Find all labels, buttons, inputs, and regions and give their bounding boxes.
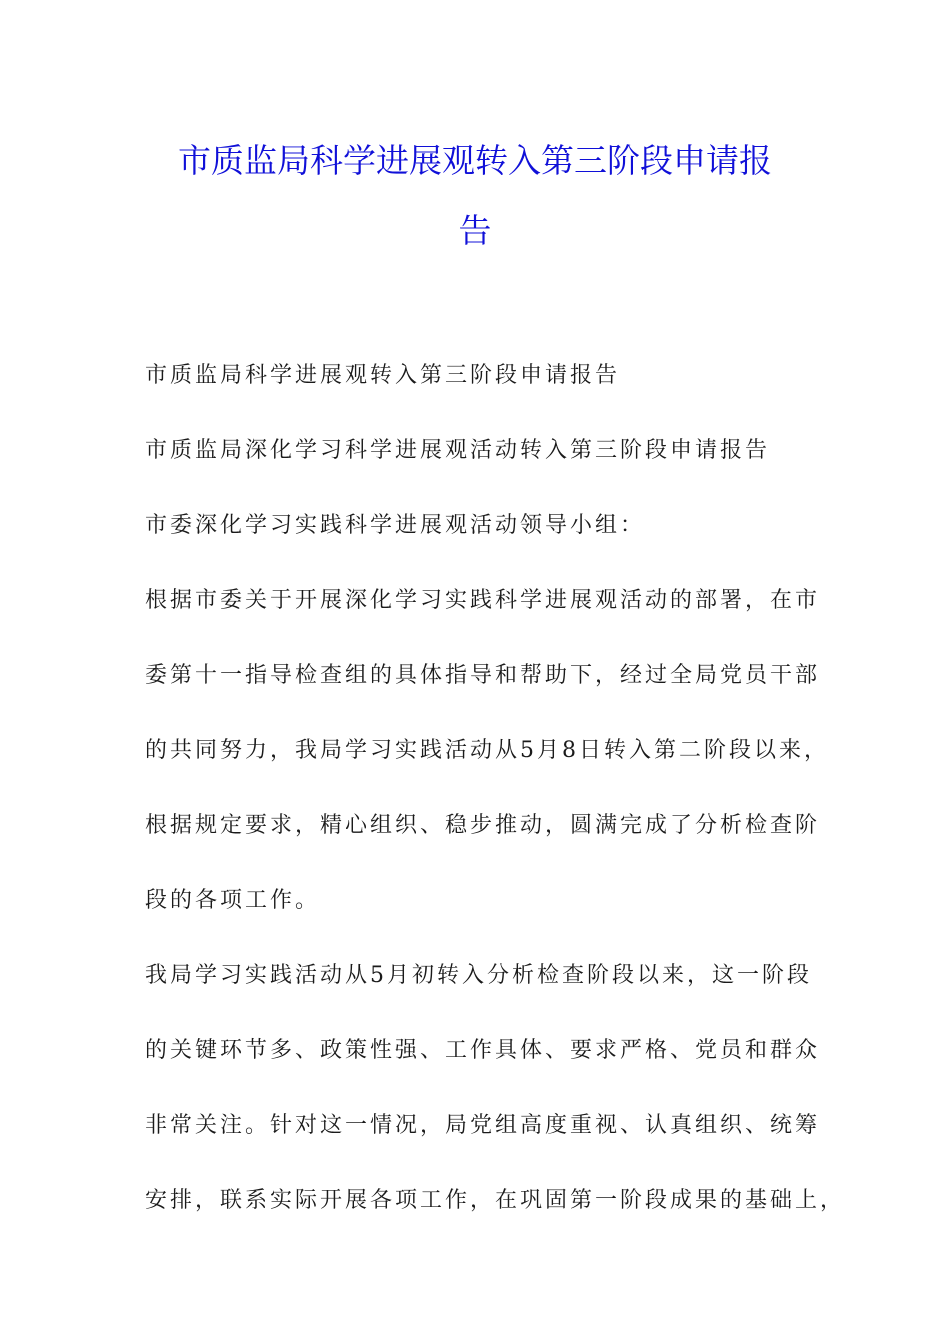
body-line-6: 的共同努力，我局学习实践活动从5月8日转入第二阶段以来， (145, 738, 829, 763)
body-line-12: 安排，联系实际开展各项工作，在巩固第一阶段成果的基础上， (145, 1188, 846, 1213)
body-line-9: 我局学习实践活动从5月初转入分析检查阶段以来，这一阶段 (145, 963, 812, 988)
body-line-4: 根据市委关于开展深化学习实践科学进展观活动的部署，在市 (145, 588, 821, 613)
document-title-line-1: 市质监局科学进展观转入第三阶段申请报 (178, 141, 772, 180)
body-line-11: 非常关注。针对这一情况，局党组高度重视、认真组织、统筹 (145, 1113, 821, 1138)
document-title (145, 126, 805, 266)
document-body (145, 338, 846, 1238)
body-line-8: 段的各项工作。 (145, 888, 321, 913)
body-line-7: 根据规定要求，精心组织、稳步推动，圆满完成了分析检查阶 (145, 813, 821, 838)
body-line-1: 市质监局科学进展观转入第三阶段申请报告 (145, 363, 621, 388)
body-line-5: 委第十一指导检查组的具体指导和帮助下，经过全局党员干部 (145, 663, 821, 688)
body-line-10: 的关键环节多、政策性强、工作具体、要求严格、党员和群众 (145, 1038, 821, 1063)
body-line-3: 市委深化学习实践科学进展观活动领导小组： (145, 513, 646, 538)
document-title-line-2: 告 (458, 211, 492, 250)
body-line-2: 市质监局深化学习科学进展观活动转入第三阶段申请报告 (145, 438, 771, 463)
